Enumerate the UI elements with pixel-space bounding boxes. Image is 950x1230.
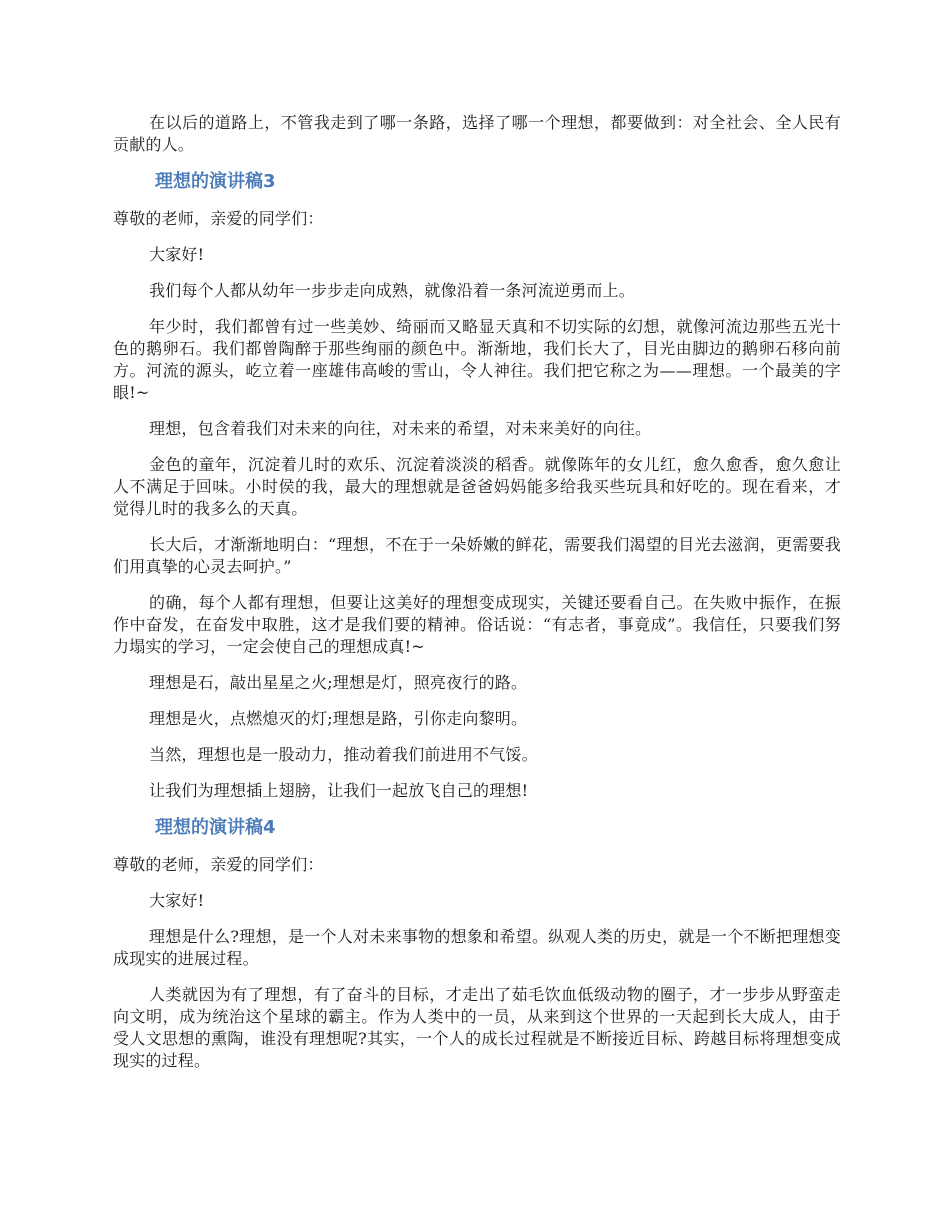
hello-3: 大家好! bbox=[149, 245, 205, 264]
paragraph-3-8: 理想是火，点燃熄灭的灯;理想是路，引你走向黎明。 bbox=[149, 709, 528, 728]
paragraph-4-2: 人类就因为有了理想，有了奋斗的目标，才走出了茹毛饮血低级动物的圈子，才一步步从野蛮走向文明，成为统治这个星球的霸主。作为人类中的一员，从来到这个世界的一天起到长大成人，由于受人文思想的熏陶，谁没有理想呢?其实，一个人的成长过程就是不断接近目标、跨越目标将理想变成现实的过程。 bbox=[113, 985, 841, 1070]
hello-4: 大家好! bbox=[149, 891, 205, 910]
paragraph-3-3: 理想，包含着我们对未来的向往，对未来的希望，对未来美好的向往。 bbox=[149, 419, 652, 438]
paragraph-3-2: 年少时，我们都曾有过一些美妙、绮丽而又略显天真和不切实际的幻想，就像河流边那些五光十色的鹅卵石。我们都曾陶醉于那些绚丽的颜色中。渐渐地，我们长大了，目光由脚边的鹅卵石移向前方。河流的源头，屹立着一座雄伟高峻的雪山，令人神往。我们把它称之为——理想。一个最美的字眼!~ bbox=[113, 317, 841, 402]
greeting-3: 尊敬的老师，亲爱的同学们： bbox=[113, 209, 324, 228]
paragraph-3-5: 长大后，才渐渐地明白：“理想，不在于一朵娇嫩的鲜花，需要我们渴望的目光去滋润，更需要我们用真挚的心灵去呵护。” bbox=[113, 535, 841, 576]
paragraph-3-1: 我们每个人都从幼年一步步走向成熟，就像沿着一条河流逆勇而上。 bbox=[149, 281, 636, 300]
paragraph-3-6: 的确，每个人都有理想，但要让这美好的理想变成现实，关键还要看自己。在失败中振作，在振作中奋发，在奋发中取胜，这才是我们要的精神。俗话说：“有志者，事竟成”。我信任，只要我们努力塌实的学习，一定会使自己的理想成真!~ bbox=[113, 593, 841, 656]
paragraph-4-1: 理想是什么?理想，是一个人对未来事物的想象和希望。纵观人类的历史，就是一个不断把理想变成现实的进展过程。 bbox=[113, 927, 841, 968]
paragraph-intro: 在以后的道路上，不管我走到了哪一条路，选择了哪一个理想，都要做到：对全社会、全人民有贡献的人。 bbox=[113, 113, 841, 154]
section-heading-3: 理想的演讲稿3 bbox=[155, 171, 276, 192]
greeting-4: 尊敬的老师，亲爱的同学们： bbox=[113, 855, 324, 874]
section-heading-4: 理想的演讲稿4 bbox=[155, 817, 276, 838]
paragraph-3-7: 理想是石，敲出星星之火;理想是灯，照亮夜行的路。 bbox=[149, 673, 528, 692]
paragraph-3-10: 让我们为理想插上翅膀，让我们一起放飞自己的理想! bbox=[149, 781, 529, 800]
paragraph-3-4: 金色的童年，沉淀着儿时的欢乐、沉淀着淡淡的稻香。就像陈年的女儿红，愈久愈香，愈久愈让人不满足于回味。小时侯的我，最大的理想就是爸爸妈妈能多给我买些玩具和好吃的。现在看来，才觉得儿时的我多么的天真。 bbox=[113, 455, 841, 518]
paragraph-3-9: 当然，理想也是一股动力，推动着我们前进用不气馁。 bbox=[149, 745, 538, 764]
document-body bbox=[113, 112, 841, 1086]
